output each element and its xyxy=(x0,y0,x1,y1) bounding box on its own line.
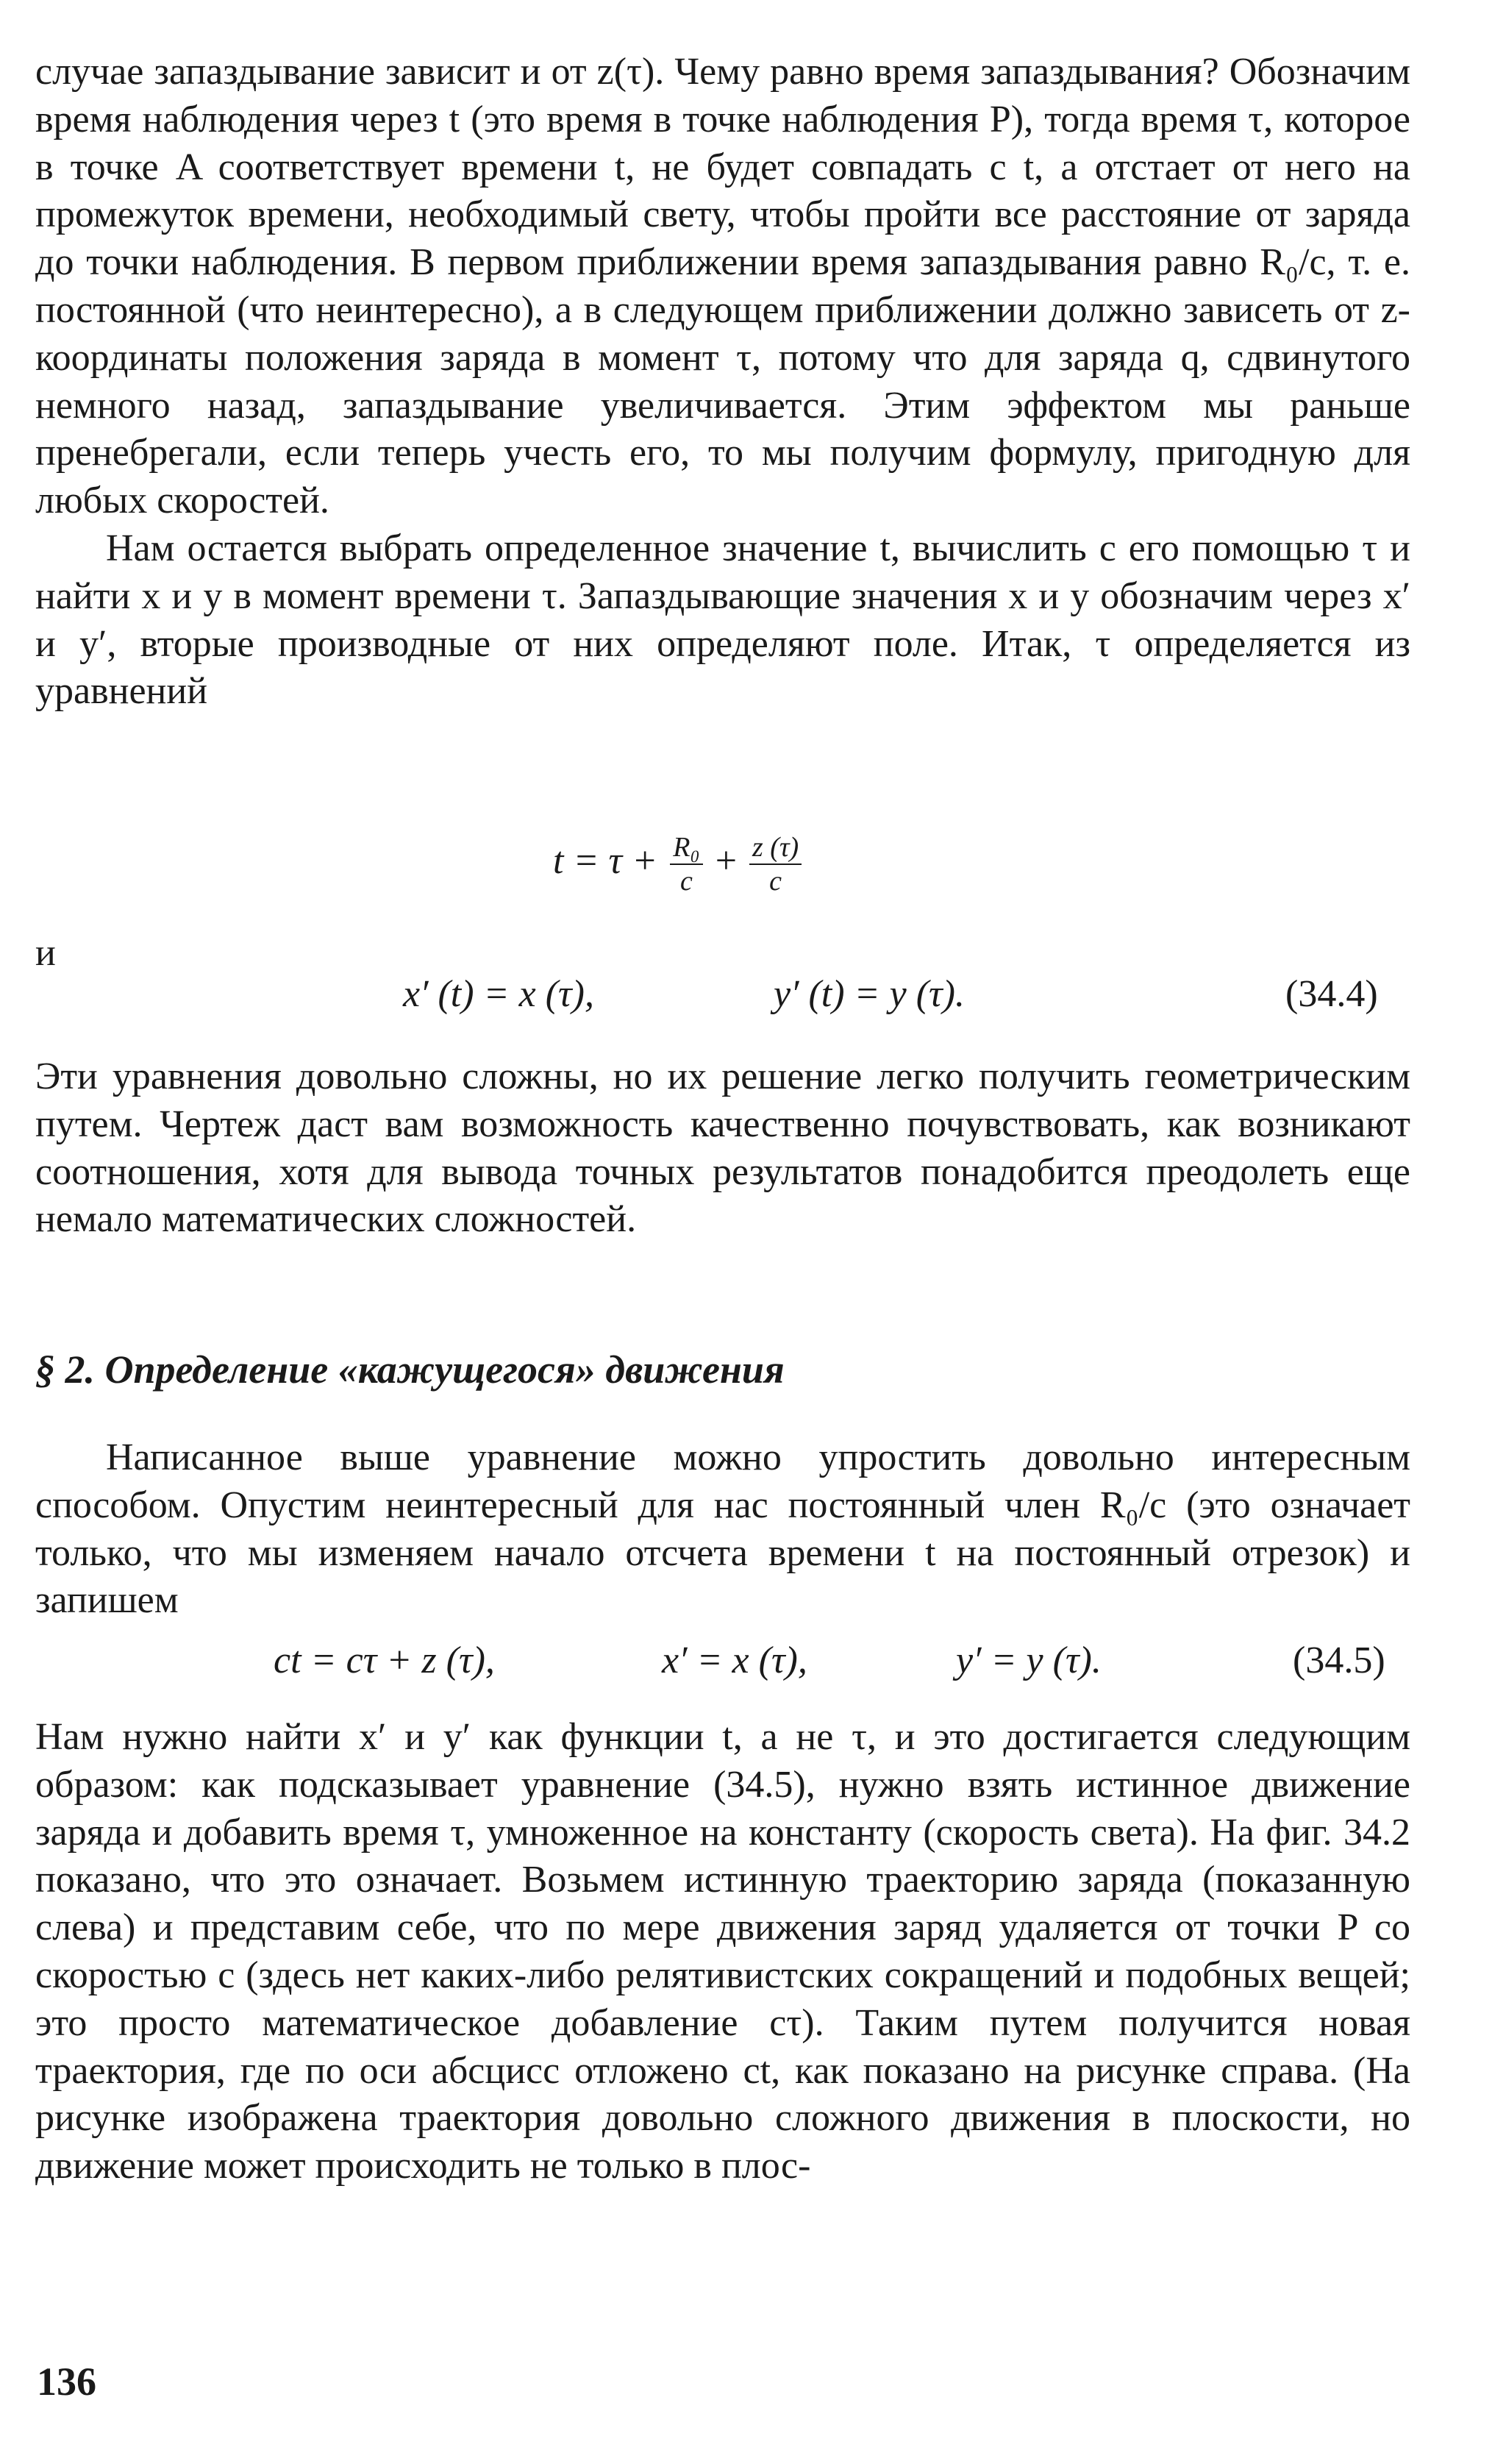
paragraph-simplify-equation: Написанное выше уравнение можно упростить довольно интересным способом. Опустим неинтересный для нас постоянный член R₀/c (это означает только, что мы изменяем начало отсчета времени t на постоянный отрезок) и запишем xyxy=(35,1436,1410,1622)
equation-x-prime: x′ (t) = x (τ), xyxy=(403,973,594,1015)
equation-number-34-5: (34.5) xyxy=(1293,1639,1385,1681)
equation-ct: ct = cτ + z (τ), xyxy=(274,1639,495,1681)
equation-retarded-time xyxy=(553,831,804,897)
equation-y-prime: y′ (t) = y (τ). xyxy=(774,973,965,1015)
fraction-denominator: c xyxy=(769,866,782,897)
paragraph-apparent-motion: Нам нужно найти x′ и y′ как функции t, а не τ, и это достигается следующим образом: как подсказывает уравнение (34.5), нужно взять истинное движение заряда и добавить время τ, умноженное на константу (скорость света). На фиг. 34.2 показано, что это означает. Возьмем истинную траекторию заряда (показанную слева) и представим себе, что по мере движения заряд удаляется от точки P со скоростью c (здесь нет каких-либо релятивистских сокращений и подобных вещей; это просто математическое добавление cτ). Таким путем получится новая траектория, где по оси абсцисс отложено ct, как показано на рисунке справа. (На рисунке изображена траектория довольно сложного движения в плоскости, но движение может происходить не только в плос- xyxy=(35,1716,1410,2187)
equation-lhs: t = τ + xyxy=(553,839,658,882)
fraction-r0-over-c xyxy=(670,831,702,897)
page-number: 136 xyxy=(37,2360,96,2404)
fraction-numerator: z (τ) xyxy=(749,831,802,865)
fraction-z-over-c xyxy=(749,831,802,897)
paragraph-choose-t: Нам остается выбрать определенное значение t, вычислить с его помощью τ и найти x и y в момент времени τ. Запаздывающие значения x и y обозначим через x′ и y′, вторые производные от них определяют поле. Итак, τ определяется из уравнений xyxy=(35,527,1410,713)
equation-y-prime-short: y′ = y (τ). xyxy=(956,1639,1102,1681)
equation-number-34-4: (34.4) xyxy=(1285,973,1378,1015)
paragraph-geometric-solution: Эти уравнения довольно сложны, но их решение легко получить геометрическим путем. Чертеж даст вам возможность качественно почувствовать, как возникают соотношения, хотя для вывода точных результатов понадобится преодолеть еще немало математических сложностей. xyxy=(35,1055,1410,1241)
text-block-apparent-motion xyxy=(35,1714,1410,2190)
text-block-simplify xyxy=(35,1434,1410,1625)
plus-sign: + xyxy=(715,839,738,882)
paragraph-retardation-intro: случае запаздывание зависит и от z(τ). Чему равно время запаздывания? Обозначим время наблюдения через t (это время в точке наблюдения P), тогда время τ, которое в точке A соответствует времени t, не будет совпадать с t, а отстает от него на промежуток времени, необходимый свету, чтобы пройти все расстояние от заряда до точки наблюдения. В первом приближении время запаздывания равно R₀/c, т. е. постоянной (что неинтересно), а в следующем приближении должно зависеть от z-координаты положения заряда в момент τ, потому что для заряда q, сдвинутого немного назад, запаздывание увеличивается. Этим эффектом мы раньше пренебрегали, если теперь учесть его, то мы получим формулу, пригодную для любых скоростей. xyxy=(35,51,1410,522)
fraction-numerator: R₀ xyxy=(670,831,702,865)
text-block-geometric xyxy=(35,1053,1410,1244)
conjunction-and: и xyxy=(35,932,56,974)
equation-x-prime-short: x′ = x (τ), xyxy=(662,1639,807,1681)
text-block-top xyxy=(35,49,1410,716)
section-heading: § 2. Определение «кажущегося» движения xyxy=(35,1347,785,1392)
fraction-denominator: c xyxy=(680,866,693,897)
